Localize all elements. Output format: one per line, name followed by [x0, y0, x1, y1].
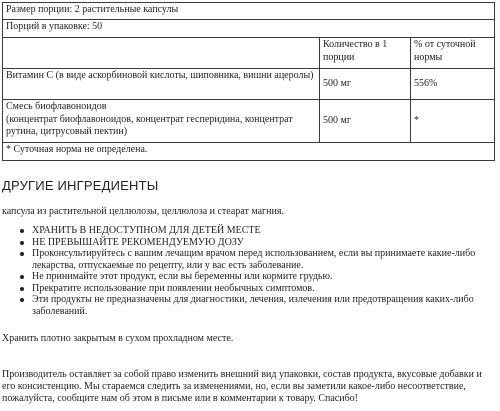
list-item: Проконсультируйтесь с вашим лечащим врачом перед использованием, если вы принимаете какие-либо лекарства, отпускаемые по рецепту, или у вас есть заболевание. [32, 248, 494, 271]
list-item: ХРАНИТЬ В НЕДОСТУПНОМ ДЛЯ ДЕТЕЙ МЕСТЕ [32, 225, 494, 237]
nutrient-name-line: Смесь биофлавоноидов [6, 101, 107, 112]
servings-per-container-row [3, 20, 495, 38]
header-amount: Количество в 1 порции [320, 38, 411, 69]
nutrient-daily-value: * [411, 100, 495, 143]
other-ingredients-heading: ДРУГИЕ ИНГРЕДИЕНТЫ [2, 178, 159, 193]
nutrient-name [3, 100, 320, 143]
nutrient-name: Витамин С (в виде аскорбиновой кислоты, шиповника, вишни ацеролы) [3, 69, 320, 100]
servings-per-container: Порций в упаковке: 50 [3, 20, 495, 38]
manufacturer-disclaimer: Производитель оставляет за собой право изменить внешний вид упаковки, состав продукта, вкусовые добавки и его консистенцию. Мы стараемся следить за изменениями, но, если вы заметили какое-либо несоответствие, пожалуйста, сообщите нам об этом в письме или в комментарии к товару. Спасибо! [2, 369, 482, 404]
supplement-facts-table [2, 2, 495, 161]
nutrient-amount: 500 мг [320, 69, 411, 100]
table-row [3, 100, 495, 143]
nutrient-name-detail: (концентрат биофлавоноидов, концентрат гесперидина, концентрат рутина, цитрусовый пектин) [6, 113, 293, 137]
nutrient-daily-value: 556% [411, 69, 495, 100]
other-ingredients-text: капсула из растительной целлюлозы, целлюлоза и стеарат магния. [2, 206, 284, 217]
list-item: Эти продукты не предназначены для диагностики, лечения, излечения или предотвращения каких-либо заболеваний. [32, 294, 494, 317]
list-item: НЕ ПРЕВЫШАЙТЕ РЕКОМЕНДУЕМУЮ ДОЗУ [32, 237, 494, 249]
list-item: Прекратите использование при появлении необычных симптомов. [32, 283, 494, 295]
header-blank-cell [3, 38, 320, 69]
table-row [3, 69, 495, 100]
serving-size: Размер порции: 2 растительные капсулы [3, 3, 495, 20]
warnings-list [0, 225, 494, 317]
footnote-row [3, 143, 495, 161]
table-footnote: * Суточная норма не определена. [3, 143, 495, 161]
serving-size-row [3, 3, 495, 20]
header-daily-value: % от суточной нормы [411, 38, 495, 69]
storage-instructions: Хранить плотно закрытым в сухом прохладном месте. [2, 333, 234, 344]
table-header-row [3, 38, 495, 69]
list-item: Не принимайте этот продукт, если вы беременны или кормите грудью. [32, 271, 494, 283]
nutrient-amount: 500 мг [320, 100, 411, 143]
